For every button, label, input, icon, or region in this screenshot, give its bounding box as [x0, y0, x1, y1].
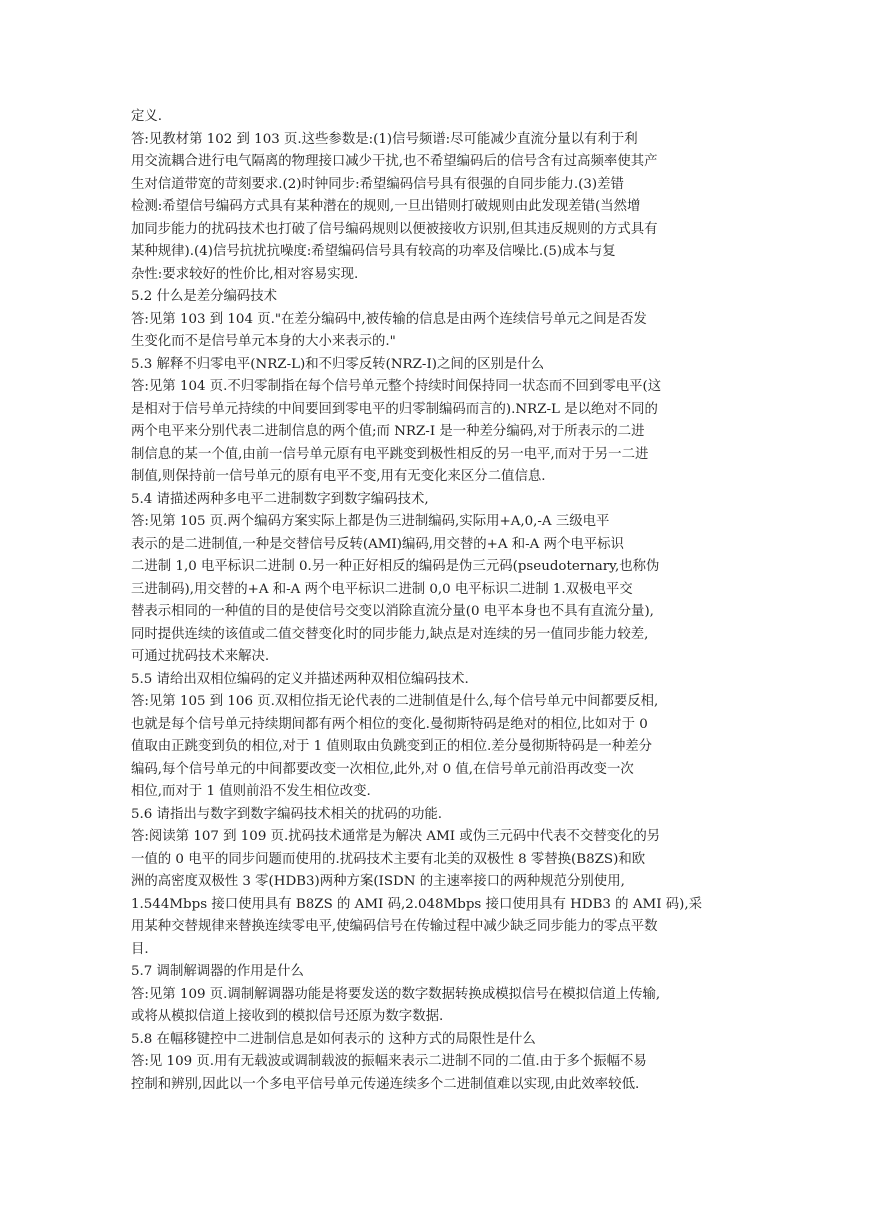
text-line: 同时提供连续的该值或二值交替变化时的同步能力,缺点是对连续的另一值同步能力较差,: [131, 626, 649, 642]
text-line: 1.544Mbps 接口使用具有 B8ZS 的 AMI 码,2.048Mbps 接口使用具有 HDB3 的 AMI 码),采: [131, 896, 703, 912]
text-line: 5.8 在幅移键控中二进制信息是如何表示的 这种方式的局限性是什么: [131, 1031, 536, 1047]
text-line: 5.5 请给出双相位编码的定义并描述两种双相位编码技术.: [131, 671, 469, 687]
text-line: 表示的是二进制值,一种是交替信号反转(AMI)编码,用交替的+A 和-A 两个电平标识: [131, 536, 624, 552]
text-line: 5.3 解释不归零电平(NRZ-L)和不归零反转(NRZ-I)之间的区别是什么: [131, 356, 545, 372]
text-line: 相位,而对于 1 值则前沿不发生相位改变.: [131, 784, 371, 799]
text-line: 定义.: [131, 109, 163, 124]
text-line: 也就是每个信号单元持续期间都有两个相位的变化.曼彻斯特码是绝对的相位,比如对于 0: [131, 716, 648, 732]
text-line: 生变化而不是信号单元本身的大小来表示的.": [131, 334, 396, 349]
text-line: 答:阅读第 107 到 109 页.扰码技术通常是为解决 AMI 或伪三元码中代表不交替变化的另: [131, 829, 661, 844]
text-line: 检测:希望信号编码方式具有某种潜在的规则,一旦出错则打破规则由此发现差错(当然增: [131, 199, 641, 214]
text-line: 杂性:要求较好的性价比,相对容易实现.: [131, 266, 359, 282]
document-body: [131, 106, 741, 1096]
text-line: 替表示相同的一种值的目的是使信号交变以消除直流分量(0 电平本身也不具有直流分量),: [131, 604, 654, 619]
text-line: 答:见第 109 页.调制解调器功能是将要发送的数字数据转换成模拟信号在模拟信道上传输,: [131, 986, 661, 1002]
text-line: 两个电平来分别代表二进制信息的两个值;而 NRZ-I 是一种差分编码,对于所表示的二进: [131, 424, 645, 439]
text-line: 5.7 调制解调器的作用是什么: [131, 964, 304, 979]
text-line: 制值,则保持前一信号单元的原有电平不变,用有无变化来区分二值信息.: [131, 469, 546, 484]
text-line: 用交流耦合进行电气隔离的物理接口减少干扰,也不希望编码后的信号含有过高频率使其产: [131, 154, 658, 169]
text-line: 5.6 请指出与数字到数字编码技术相关的扰码的功能.: [131, 806, 443, 822]
text-line: 答:见教材第 102 到 103 页.这些参数是:(1)信号频谱:尽可能减少直流分量以有利于利: [131, 131, 638, 147]
text-line: 答:见第 105 页.两个编码方案实际上都是伪三进制编码,实际用+A,0,-A 三级电平: [131, 514, 610, 529]
text-line: 生对信道带宽的苛刻要求.(2)时钟同步:希望编码信号具有很强的自同步能力.(3)差错: [131, 176, 624, 192]
text-line: 某种规律).(4)信号抗扰抗噪度:希望编码信号具有较高的功率及信噪比.(5)成本与复: [131, 244, 616, 259]
text-line: 洲的高密度双极性 3 零(HDB3)两种方案(ISDN 的主速率接口的两种规范分别使用,: [131, 874, 625, 889]
text-line: 编码,每个信号单元的中间都要改变一次相位,此外,对 0 值,在信号单元前沿再改变一次: [131, 761, 634, 777]
text-line: 控制和辨别,因此以一个多电平信号单元传递连续多个二进制值难以实现,由此效率较低.: [131, 1076, 640, 1092]
text-line: 答:见 109 页.用有无载波或调制载波的振幅来表示二进制不同的二值.由于多个振幅不易: [131, 1054, 647, 1069]
text-line: 制信息的某一个值,由前一信号单元原有电平跳变到极性相反的另一电平,而对于另一二进: [131, 446, 649, 462]
text-line: 目.: [131, 941, 149, 957]
text-line: 一值的 0 电平的同步问题而使用的.扰码技术主要有北美的双极性 8 零替换(B8ZS)和欧: [131, 851, 646, 867]
text-line: 答:见第 104 页.不归零制指在每个信号单元整个持续时间保持同一状态而不回到零电平(这: [131, 379, 662, 394]
text-line: 三进制码),用交替的+A 和-A 两个电平标识二进制 0,0 电平标识二进制 1.双极电平交: [131, 581, 633, 597]
text-line: 值取由正跳变到负的相位,对于 1 值则取由负跳变到正的相位.差分曼彻斯特码是一种差分: [131, 739, 652, 754]
text-line: 或将从模拟信道上接收到的模拟信号还原为数字数据.: [131, 1009, 444, 1024]
text-line: 二进制 1,0 电平标识二进制 0.另一种正好相反的编码是伪三元码(pseudoternary,也称伪: [131, 559, 660, 574]
text-line: 答:见第 103 到 104 页."在差分编码中,被传输的信息是由两个连续信号单元之间是否发: [131, 311, 647, 327]
text-line: 用某种交替规律来替换连续零电平,使编码信号在传输过程中减少缺乏同步能力的零点平数: [131, 919, 658, 934]
text-line: 5.2 什么是差分编码技术: [131, 289, 278, 304]
text-line: 加同步能力的扰码技术也打破了信号编码规则以便被接收方识别,但其违反规则的方式具有: [131, 221, 658, 237]
text-line: 是相对于信号单元持续的中间要回到零电平的归零制编码而言的).NRZ-L 是以绝对不同的: [131, 401, 658, 417]
text-line: 可通过扰码技术来解决.: [131, 649, 270, 664]
text-line: 5.4 请描述两种多电平二进制数字到数字编码技术,: [131, 491, 429, 507]
text-line: 答:见第 105 到 106 页.双相位指无论代表的二进制值是什么,每个信号单元中间都要反相,: [131, 694, 659, 709]
